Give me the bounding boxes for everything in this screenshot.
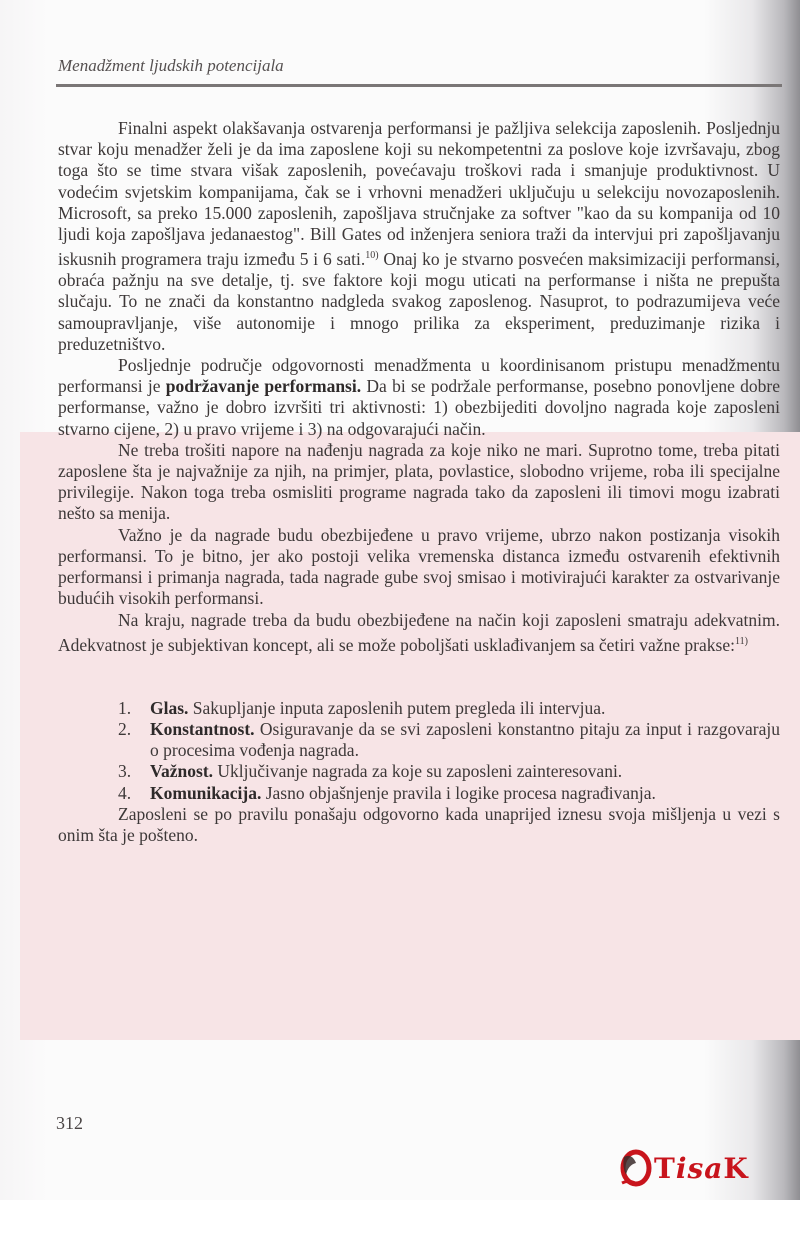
otisak-logo — [618, 1148, 749, 1188]
list-item: 4. Komunikacija. Jasno objašnjenje pravila i logike procesa nagrađivanja. — [118, 782, 656, 803]
list-item: 3. Važnost. Uključivanje nagrada za koje su zaposleni zainteresovani. — [118, 761, 623, 782]
running-header: Menadžment ljudskih potencijala — [58, 56, 284, 75]
list-item: 1. Glas. Sakupljanje inputa zaposlenih putem pregleda ili intervjua. — [118, 697, 606, 718]
paragraph-3: Ne treba trošiti napore na nađenju nagrada za koje niko ne mari. Suprotno tome, treba pitati zaposlene šta je najvažnije za njih, na primjer, plata, povlastice, slobodno vrijeme, roba ili specijalne privilegije. Nakon toga treba osmisliti programe nagrada tako da zaposleni ili timovi mogu izabrati nešto sa menija. — [58, 439, 780, 524]
footnote-ref: 11) — [734, 635, 748, 647]
key-term: podržavanje performansi. — [165, 376, 362, 397]
paragraph-5: Na kraju, nagrade treba da budu obezbijeđene na način koji zaposleni smatraju adekvatnim. Adekvatnost je subjektivan koncept, ali se može poboljšati usklađivanjem sa četiri važne prakse:$^{11)}$ — [58, 609, 780, 655]
logo-emblem-icon — [618, 1149, 654, 1187]
list-item: 2. Konstantnost. Osiguravanje da se svi zaposleni konstantno pitaju za input i razgovaraju o procesima vođenja nagrada. — [118, 718, 780, 761]
footnote-ref: 10) — [365, 250, 379, 262]
logo-text: TisaK — [654, 1151, 749, 1185]
spacer — [58, 656, 780, 698]
header-rule — [56, 84, 782, 87]
paragraph-6: Zaposleni se po pravilu ponašaju odgovorno kada unaprijed iznesu svoja mišljenja u vezi s onim šta je pošteno. — [58, 803, 780, 845]
practices-list — [58, 698, 780, 804]
paragraph-4: Važno je da nagrade budu obezbijeđene u pravo vrijeme, ubrzo nakon postizanja visokih performansi. To je bitno, jer ako postoji velika vremenska distanca između ostvarenih efektivnih performansi i primanja nagrada, tada nagrade gube svoj smisao i motivirajući karakter za ostvarivanje budućih visokih performansi. — [58, 524, 780, 609]
paragraph-2: Posljednje područje odgovornosti menadžmenta u koordinisanom pristupu menadžmentu performansi je podržavanje performansi. Da bi se podržale performanse, posebno ponovljene dobre performanse, važno je dobro izvršiti tri aktivnosti: 1) obezbijediti dovoljno nagrada koje zaposleni stvarno cijene, 2) u pravo vrijeme i 3) na odgovarajući način. — [58, 355, 780, 439]
page-number: 312 — [56, 1113, 83, 1133]
body-text — [58, 118, 780, 846]
paragraph-1: Finalni aspekt olakšavanja ostvarenja performansi je pažljiva selekcija zaposlenih. Posljednju stvar koju menadžer želi je da ima zaposlene koji su nekompetentni za poslove koje izvršavaju, zbog toga što se time stvara višak zaposlenih, povećavaju troškovi rada i smanjuje produktivnost. U vodećim svjetskim kompanijama, čak se i vrhovni menadžeri uključuju u selekciju novozaposlenih. Microsoft, sa preko 15.000 zaposlenih, zapošljava stručnjake za softver "kao da su kompanija od 10 ljudi koja zapošljava jedanaestog". Bill Gates od inženjera seniora traži da intervjui pri zapošljavanju iskusnih programera traju između 5 i 6 sati.$^{10)}$ Onaj ko je stvarno posvećen maksimizaciji performansi, obraća pažnju na sve detalje, tj. sve faktore koji mogu uticati na performanse i ništa ne prepušta slučaju. To ne znači da konstantno nadgleda svakog zaposlenog. Nasuprot, to podrazumijeva veće samoupravljanje, više autonomije i mnogo prilika za eksperiment, preduzimanje rizika i preduzetništvo. — [58, 118, 781, 354]
